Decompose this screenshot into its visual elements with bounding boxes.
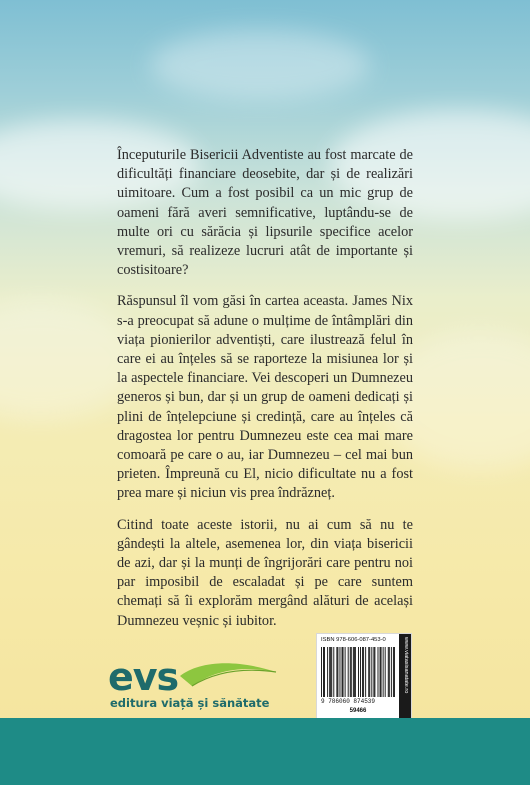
barcode-bar	[394, 647, 395, 697]
barcode-bar	[345, 647, 346, 697]
barcode-bar	[330, 647, 331, 697]
publisher-name: editura viață și sănătate	[110, 696, 270, 710]
barcode-bar	[343, 647, 344, 697]
barcode-panel	[316, 633, 412, 720]
barcode-bar	[321, 647, 322, 697]
barcode-digits: 9 786060 874539	[321, 698, 376, 705]
barcode-bar	[342, 647, 343, 697]
barcode-bar	[381, 647, 382, 697]
barcode-bar	[378, 647, 379, 697]
barcode-bar	[336, 647, 337, 697]
barcode-bar	[353, 647, 354, 697]
blurb-paragraph-3: Citind toate aceste istorii, nu ai cum să nu te gândești la altele, asemenea lor, din viața bisericii de azi, dar și la munți de îngrijorări care pentru noi par imposibil de escaladat și pe care suntem chemați să îi explorăm mergând alături de același Dumnezeu veșnic și iubitor.	[117, 516, 413, 629]
barcode-code: 59466	[349, 708, 367, 714]
barcode-bar	[365, 647, 366, 697]
barcode-bar	[323, 647, 324, 697]
barcode-bar	[380, 647, 381, 697]
barcode-bar	[388, 647, 389, 697]
barcode-bar	[333, 647, 334, 697]
publisher-logo	[108, 655, 278, 718]
barcode-bar	[393, 647, 394, 697]
isbn-label: ISBN 978-606-087-453-0	[321, 637, 386, 643]
barcode-bar	[363, 647, 364, 697]
barcode-bar	[391, 647, 392, 697]
barcode-bar	[355, 647, 356, 697]
barcode-bar	[371, 647, 372, 697]
barcode-bar	[331, 647, 332, 697]
barcode-bar	[351, 647, 352, 697]
bottom-band	[0, 718, 530, 785]
barcode-bar	[362, 647, 363, 697]
barcode-bar	[360, 647, 361, 697]
url-strip	[399, 634, 411, 719]
barcode-bar	[383, 647, 384, 697]
barcode-bar	[324, 647, 325, 697]
leaf-icon	[178, 660, 278, 694]
blurb-paragraph-1: Începuturile Bisericii Adventiste au fost marcate de dificultăți financiare deosebite, dar și de realizări uimitoare. Cum a fost posibil ca un mic grup de oameni fără averi semnificative, luptându-se de multe ori cu sărăcia și lipsurile specifice acelor vremuri, să realizeze lucruri atât de importante și costisitoare?	[117, 147, 413, 279]
barcode-bar	[369, 647, 370, 697]
barcode-bar	[340, 647, 341, 697]
barcode-bar	[358, 647, 359, 697]
barcode	[321, 647, 395, 697]
barcode-bar	[368, 647, 369, 697]
blurb-paragraph-2: Răspunsul îl vom găsi în cartea aceasta. James Nix s-a preocupat să adune o mulțime de întâmplări din viața pionierilor adventiști, care ilustrează felul în care ei au înțeles să se raporteze la misiunea lor și la aspectele financiare. Vei descoperi un Dumnezeu generos și bun, dar și un grup de oameni dedicați și plini de înțelepciune și credință, care au înțeles că dragostea lor pentru Dumnezeu este cea mai mare comoară pe care o au, iar Dumnezeu – cel mai bun prieten. Împreună cu El, nicio dificultate nu a fost prea mare și niciun vis prea îndrăzneț.	[117, 293, 413, 502]
barcode-bar	[354, 647, 355, 697]
blurb	[117, 146, 413, 643]
barcode-bar	[337, 647, 338, 697]
barcode-bar	[327, 647, 328, 697]
barcode-bar	[329, 647, 330, 697]
barcode-bar	[350, 647, 351, 697]
barcode-bar	[389, 647, 390, 697]
cloud	[150, 30, 370, 100]
barcode-bar	[385, 647, 386, 697]
logo-mark: evs	[108, 655, 179, 699]
barcode-bar	[348, 647, 349, 697]
barcode-bar	[373, 647, 374, 697]
website-url: www.viatasisanatate.ro	[403, 637, 409, 694]
barcode-bar	[374, 647, 375, 697]
